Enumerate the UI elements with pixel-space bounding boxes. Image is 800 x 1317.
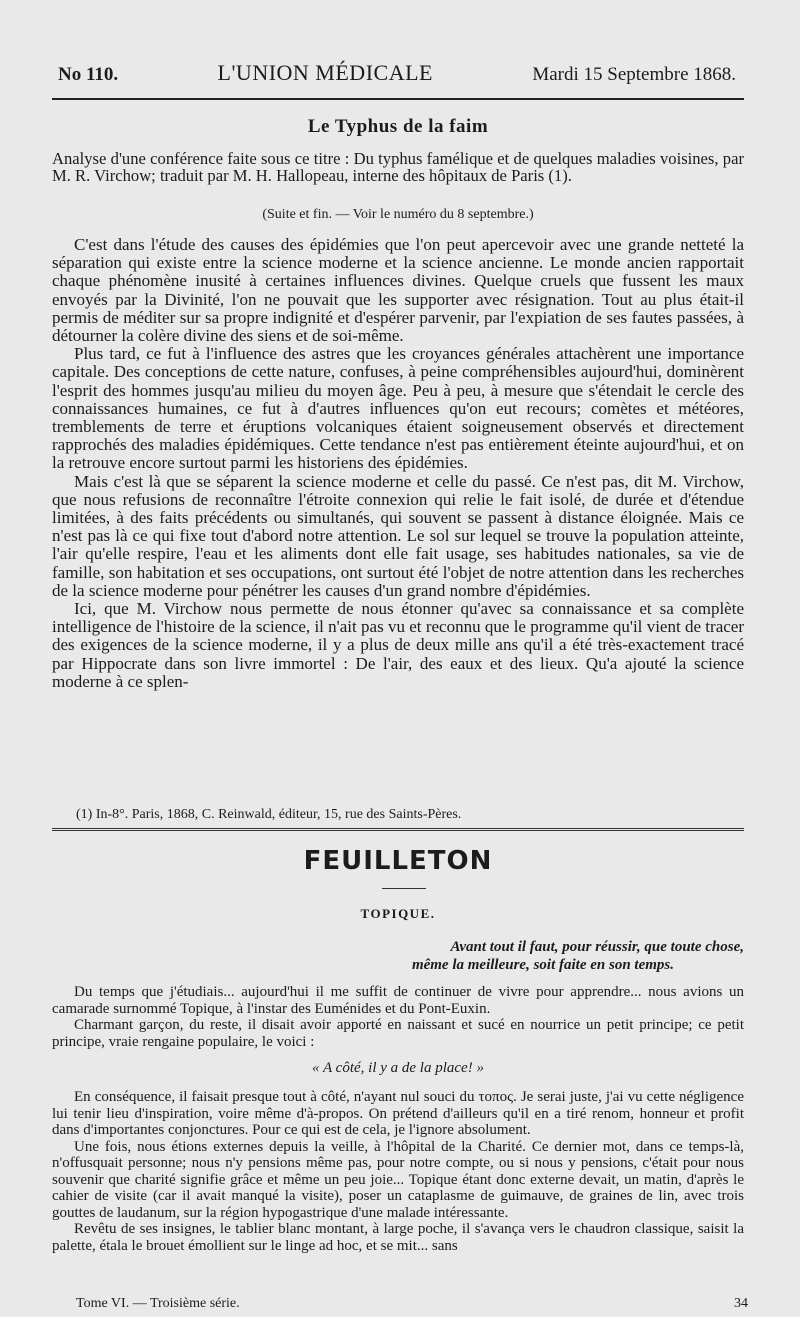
- feuilleton-paragraph: Revêtu de ses insignes, le tablier blanc montant, à large poche, il s'avança vers le chaudron classique, saisit la palette, étala le brouet émollient sur le linge ad hoc, et se mit... sans: [52, 1221, 744, 1254]
- journal-title: L'UNION MÉDICALE: [217, 60, 433, 85]
- epigraph-line: Avant tout il faut, pour réussir, que toute chose,: [450, 939, 744, 955]
- article-intro: [52, 150, 744, 185]
- article-title: Le Typhus de la faim: [307, 116, 489, 137]
- volume-label: Tome VI. — Troisième série.: [76, 1296, 240, 1311]
- feuilleton-divider: [52, 828, 744, 831]
- epigraph-line: même la meilleure, soit faite en son temps.: [411, 957, 674, 973]
- feuilleton-paragraph: Charmant garçon, du reste, il disait avoir apporté en naissant et sucé en nourrice un petit principe; ce petit principe, vraie rengaine populaire, le voici :: [52, 1017, 744, 1050]
- epigraph: [52, 938, 744, 974]
- page-footer: [76, 1296, 748, 1312]
- article-paragraph: Plus tard, ce fut à l'influence des astres que les croyances générales attachèrent une importance capitale. Des conceptions de cette nature, confuses, à peine compréhensibles aujourd'hui, dominèrent l'esprit des hommes jusqu'au milieu du moyen âge. Peu à peu, à mesure que s'étendait le cercle des connaissances humaines, ce fut à d'autres influences qu'on eut recours; comètes et météores, tremblements de terre et éruptions volcaniques étaient soigneusement observés et directement rapprochés des maladies épidémiques. Cette tendance n'est pas entièrement éteinte aujourd'hui, et on la retrouve encore surtout parmi les historiens des épidémies.: [52, 344, 744, 473]
- feuilleton-subheading: TOPIQUE.: [360, 906, 436, 921]
- header-rule: [52, 98, 744, 100]
- article-paragraph: C'est dans l'étude des causes des épidémies que l'on peut apercevoir avec une grande netteté la séparation qui existe entre la science moderne et la science ancienne. Le monde ancien rapportait chaque phénomène inusité à certaines influences divines. Quelque cruels que fussent les maux envoyés par la Divinité, l'on ne pouvait que les supporter avec résignation. Tout au plus était-il permis de méditer sur sa propre indignité et d'espérer parvenir, par l'expiation de ses fautes passées, à détourner la colère divine des siens et de soi-même.: [52, 235, 744, 346]
- feuilleton-body: [52, 984, 744, 1254]
- quote-text: « A côté, il y a de la place! »: [312, 1060, 484, 1076]
- feuilleton-paragraph: Du temps que j'étudiais... aujourd'hui il me suffit de continuer de vivre pour apprendre... nous avions un camarade surnommé Topique, à l'instar des Euménides et du Pont-Euxin.: [52, 984, 744, 1017]
- footnote: (1) In-8°. Paris, 1868, C. Reinwald, éditeur, 15, rue des Saints-Pères.: [76, 807, 462, 822]
- continuation-note: (Suite et fin. — Voir le numéro du 8 septembre.): [262, 207, 534, 222]
- page-number: 34: [734, 1296, 748, 1311]
- article-body: [52, 236, 744, 691]
- feuilleton-paragraph: En conséquence, il faisait presque tout à côté, n'ayant nul souci du τοπος. Je serai juste, j'ai vu cette négligence lui tenir lieu d'inspiration, voire même d'à-propos. On prétend d'ailleurs qu'il en a tiré renom, honneur et profit dans d'importantes conjonctures. Pour ce qui est de cela, je l'ignore absolument.: [52, 1089, 744, 1138]
- article-paragraph: Mais c'est là que se séparent la science moderne et celle du passé. Ce n'est pas, dit M. Virchow, que nous refusions de reconnaître l'étroite connexion qui relie le fait isolé, de durée et d'étendue limitées, à des faits précédents ou simultanés, qui souvent se passent à distance éloignée. Mais ce n'est pas là ce qui fixe tout d'abord notre attention. Le sol sur lequel se trouve la population atteinte, l'air qu'elle respire, l'eau et les aliments dont elle fait usage, ses habitudes nationales, sa vie de famille, son habitation et ses occupations, ont surtout été l'objet de notre attention dans les recherches de la science moderne pour pénétrer les causes d'un grand nombre d'épidémies.: [52, 471, 744, 600]
- issue-date: Mardi 15 Septembre 1868.: [532, 64, 736, 85]
- article-paragraph: Ici, que M. Virchow nous permette de nous étonner qu'avec sa connaissance et sa complète intelligence de l'histoire de la science, il n'ait pas vu et reconnu que le programme qu'il vient de tracer des exigences de la science moderne, il y a plus de deux mille ans qu'il a été très-exactement tracé par Hippocrate dans son livre immortel : De l'air, des eaux et des lieux. Qu'a ajouté la science moderne à ce splen-: [52, 599, 744, 691]
- intro-text: Analyse d'une conférence faite sous ce titre : Du typhus famélique et de quelques maladies voisines, par M. R. Virchow; traduit par M. H. Hallopeau, interne des hôpitaux de Paris (1).: [52, 149, 744, 186]
- feuilleton-quote: [52, 1060, 744, 1077]
- page-header: [58, 60, 736, 90]
- feuilleton-underline: [382, 888, 426, 889]
- feuilleton-paragraph: Une fois, nous étions externes depuis la veille, à l'hôpital de la Charité. Ce dernier mot, dans ce temps-là, n'offusquait personne; nous n'y pensions même pas, pour notre compte, ou si nous y pensions, c'était pour nous souvenir que charité signifie grâce et même un peu joie... Topique étant donc externe devait, un matin, d'après le cahier de visite (car il avait manqué la visite), poser un cataplasme de guimauve, de graines de lin, avec trois gouttes de laudanum, sur la région hypogastrique d'une malade intéressante.: [52, 1138, 744, 1221]
- issue-number: No 110.: [58, 64, 119, 85]
- feuilleton-heading: FEUILLETON: [303, 846, 493, 876]
